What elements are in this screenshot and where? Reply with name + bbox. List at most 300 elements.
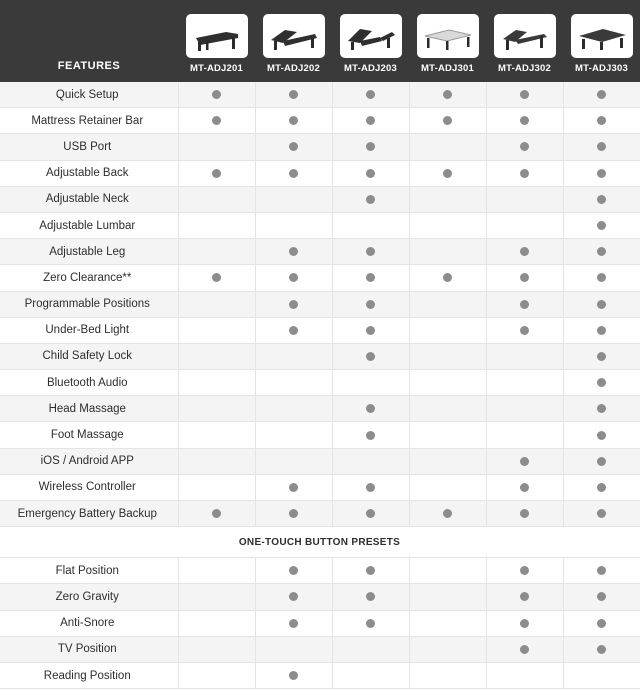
- feature-available-cell: [486, 584, 563, 610]
- feature-available-cell: [563, 291, 640, 317]
- feature-available-cell: [255, 291, 332, 317]
- product-name-4: MT-ADJ302: [497, 63, 551, 74]
- filled-dot-icon: [366, 483, 375, 492]
- table-row: [0, 662, 640, 688]
- bed-frame-flat-icon: [571, 14, 633, 58]
- filled-dot-icon: [366, 431, 375, 440]
- filled-dot-icon: [289, 566, 298, 575]
- feature-available-cell: [332, 343, 409, 369]
- filled-dot-icon: [366, 404, 375, 413]
- bed-frame-raised-icon: [494, 14, 556, 58]
- feature-unavailable-cell: [178, 317, 255, 343]
- feature-available-cell: [486, 501, 563, 527]
- empty-cell-icon: [443, 671, 452, 680]
- empty-cell-icon: [212, 431, 221, 440]
- feature-available-cell: [486, 636, 563, 662]
- feature-available-cell: [563, 370, 640, 396]
- empty-cell-icon: [212, 671, 221, 680]
- empty-cell-icon: [443, 404, 452, 413]
- filled-dot-icon: [289, 509, 298, 518]
- empty-cell-icon: [443, 142, 452, 151]
- filled-dot-icon: [443, 116, 452, 125]
- filled-dot-icon: [520, 90, 529, 99]
- feature-available-cell: [332, 422, 409, 448]
- feature-available-cell: [409, 501, 486, 527]
- section-title: ONE-TOUCH BUTTON PRESETS: [0, 527, 640, 558]
- feature-unavailable-cell: [409, 239, 486, 265]
- filled-dot-icon: [366, 619, 375, 628]
- features-column-header: FEATURES: [0, 0, 178, 82]
- feature-available-cell: [332, 501, 409, 527]
- feature-available-cell: [409, 160, 486, 186]
- empty-cell-icon: [212, 645, 221, 654]
- feature-label: Flat Position: [0, 558, 178, 584]
- feature-label: Wireless Controller: [0, 474, 178, 500]
- filled-dot-icon: [597, 90, 606, 99]
- filled-dot-icon: [597, 566, 606, 575]
- filled-dot-icon: [366, 509, 375, 518]
- feature-available-cell: [563, 186, 640, 212]
- feature-available-cell: [332, 265, 409, 291]
- feature-unavailable-cell: [178, 212, 255, 238]
- empty-cell-icon: [212, 619, 221, 628]
- table-row: [0, 610, 640, 636]
- table-row: [0, 584, 640, 610]
- product-column-header-1: [255, 0, 332, 82]
- empty-cell-icon: [520, 221, 529, 230]
- feature-unavailable-cell: [178, 448, 255, 474]
- feature-label: Adjustable Neck: [0, 186, 178, 212]
- filled-dot-icon: [597, 326, 606, 335]
- filled-dot-icon: [597, 169, 606, 178]
- filled-dot-icon: [366, 90, 375, 99]
- filled-dot-icon: [520, 116, 529, 125]
- table-row: [0, 422, 640, 448]
- feature-available-cell: [563, 239, 640, 265]
- feature-available-cell: [486, 291, 563, 317]
- table-row: [0, 474, 640, 500]
- feature-available-cell: [409, 108, 486, 134]
- feature-available-cell: [563, 265, 640, 291]
- feature-unavailable-cell: [409, 636, 486, 662]
- empty-cell-icon: [443, 619, 452, 628]
- feature-unavailable-cell: [409, 474, 486, 500]
- feature-available-cell: [332, 291, 409, 317]
- feature-available-cell: [563, 636, 640, 662]
- table-row: [0, 212, 640, 238]
- feature-available-cell: [255, 317, 332, 343]
- filled-dot-icon: [366, 352, 375, 361]
- empty-cell-icon: [212, 221, 221, 230]
- filled-dot-icon: [212, 116, 221, 125]
- empty-cell-icon: [443, 378, 452, 387]
- filled-dot-icon: [520, 326, 529, 335]
- feature-label: Zero Gravity: [0, 584, 178, 610]
- feature-available-cell: [486, 108, 563, 134]
- feature-available-cell: [178, 160, 255, 186]
- filled-dot-icon: [597, 509, 606, 518]
- empty-cell-icon: [289, 404, 298, 413]
- empty-cell-icon: [212, 457, 221, 466]
- filled-dot-icon: [520, 300, 529, 309]
- filled-dot-icon: [520, 483, 529, 492]
- feature-unavailable-cell: [409, 343, 486, 369]
- empty-cell-icon: [520, 404, 529, 413]
- filled-dot-icon: [443, 90, 452, 99]
- feature-unavailable-cell: [178, 239, 255, 265]
- feature-unavailable-cell: [178, 186, 255, 212]
- filled-dot-icon: [289, 273, 298, 282]
- empty-cell-icon: [520, 195, 529, 204]
- empty-cell-icon: [443, 483, 452, 492]
- empty-cell-icon: [366, 671, 375, 680]
- feature-unavailable-cell: [178, 584, 255, 610]
- filled-dot-icon: [212, 273, 221, 282]
- empty-cell-icon: [212, 142, 221, 151]
- feature-available-cell: [332, 82, 409, 108]
- table-row: [0, 317, 640, 343]
- feature-available-cell: [178, 82, 255, 108]
- feature-unavailable-cell: [178, 134, 255, 160]
- feature-unavailable-cell: [409, 396, 486, 422]
- feature-label: Anti-Snore: [0, 610, 178, 636]
- feature-available-cell: [486, 558, 563, 584]
- feature-available-cell: [255, 662, 332, 688]
- empty-cell-icon: [212, 326, 221, 335]
- filled-dot-icon: [597, 457, 606, 466]
- feature-available-cell: [563, 501, 640, 527]
- filled-dot-icon: [289, 300, 298, 309]
- filled-dot-icon: [366, 169, 375, 178]
- feature-unavailable-cell: [409, 291, 486, 317]
- feature-unavailable-cell: [178, 474, 255, 500]
- feature-available-cell: [255, 584, 332, 610]
- feature-available-cell: [332, 108, 409, 134]
- feature-unavailable-cell: [409, 662, 486, 688]
- feature-unavailable-cell: [178, 422, 255, 448]
- feature-unavailable-cell: [255, 636, 332, 662]
- empty-cell-icon: [289, 457, 298, 466]
- empty-cell-icon: [289, 221, 298, 230]
- filled-dot-icon: [366, 195, 375, 204]
- feature-unavailable-cell: [178, 636, 255, 662]
- feature-unavailable-cell: [255, 343, 332, 369]
- filled-dot-icon: [366, 566, 375, 575]
- filled-dot-icon: [289, 142, 298, 151]
- product-column-header-0: [178, 0, 255, 82]
- feature-unavailable-cell: [255, 422, 332, 448]
- empty-cell-icon: [212, 592, 221, 601]
- feature-unavailable-cell: [178, 343, 255, 369]
- filled-dot-icon: [289, 592, 298, 601]
- filled-dot-icon: [443, 169, 452, 178]
- feature-unavailable-cell: [332, 370, 409, 396]
- empty-cell-icon: [443, 645, 452, 654]
- bed-flat-icon: [186, 14, 248, 58]
- feature-available-cell: [332, 396, 409, 422]
- feature-available-cell: [486, 134, 563, 160]
- feature-label: Head Massage: [0, 396, 178, 422]
- product-name-1: MT-ADJ202: [266, 63, 320, 74]
- filled-dot-icon: [366, 592, 375, 601]
- empty-cell-icon: [212, 404, 221, 413]
- table-row: [0, 239, 640, 265]
- product-name-2: MT-ADJ203: [343, 63, 397, 74]
- empty-cell-icon: [366, 378, 375, 387]
- empty-cell-icon: [443, 247, 452, 256]
- feature-available-cell: [563, 343, 640, 369]
- feature-available-cell: [563, 558, 640, 584]
- product-name-3: MT-ADJ301: [420, 63, 474, 74]
- feature-available-cell: [486, 160, 563, 186]
- feature-label: Mattress Retainer Bar: [0, 108, 178, 134]
- feature-unavailable-cell: [409, 186, 486, 212]
- filled-dot-icon: [597, 645, 606, 654]
- empty-cell-icon: [520, 352, 529, 361]
- filled-dot-icon: [597, 273, 606, 282]
- feature-available-cell: [255, 610, 332, 636]
- filled-dot-icon: [597, 300, 606, 309]
- feature-unavailable-cell: [178, 610, 255, 636]
- empty-cell-icon: [443, 431, 452, 440]
- feature-label: Zero Clearance**: [0, 265, 178, 291]
- product-column-header-3: [409, 0, 486, 82]
- feature-unavailable-cell: [486, 186, 563, 212]
- feature-unavailable-cell: [178, 558, 255, 584]
- feature-label: USB Port: [0, 134, 178, 160]
- feature-label: Foot Massage: [0, 422, 178, 448]
- empty-cell-icon: [212, 483, 221, 492]
- empty-cell-icon: [289, 352, 298, 361]
- feature-available-cell: [563, 82, 640, 108]
- feature-available-cell: [332, 239, 409, 265]
- filled-dot-icon: [597, 195, 606, 204]
- empty-cell-icon: [443, 221, 452, 230]
- feature-available-cell: [563, 108, 640, 134]
- feature-label: Programmable Positions: [0, 291, 178, 317]
- feature-available-cell: [332, 610, 409, 636]
- empty-cell-icon: [443, 592, 452, 601]
- bed-platform-icon: [417, 14, 479, 58]
- section-header-row: [0, 527, 640, 558]
- feature-available-cell: [178, 265, 255, 291]
- empty-cell-icon: [443, 300, 452, 309]
- feature-available-cell: [409, 265, 486, 291]
- filled-dot-icon: [597, 142, 606, 151]
- feature-available-cell: [563, 610, 640, 636]
- feature-unavailable-cell: [332, 212, 409, 238]
- empty-cell-icon: [597, 671, 606, 680]
- empty-cell-icon: [443, 566, 452, 575]
- empty-cell-icon: [520, 378, 529, 387]
- filled-dot-icon: [597, 378, 606, 387]
- table-body: [0, 82, 640, 689]
- feature-label: Adjustable Leg: [0, 239, 178, 265]
- filled-dot-icon: [520, 169, 529, 178]
- table-row: [0, 82, 640, 108]
- filled-dot-icon: [597, 483, 606, 492]
- filled-dot-icon: [520, 247, 529, 256]
- feature-available-cell: [332, 317, 409, 343]
- feature-unavailable-cell: [486, 370, 563, 396]
- feature-available-cell: [486, 474, 563, 500]
- filled-dot-icon: [520, 457, 529, 466]
- empty-cell-icon: [366, 645, 375, 654]
- feature-available-cell: [486, 448, 563, 474]
- feature-unavailable-cell: [409, 610, 486, 636]
- feature-available-cell: [563, 396, 640, 422]
- table-row: [0, 108, 640, 134]
- empty-cell-icon: [289, 195, 298, 204]
- feature-available-cell: [563, 212, 640, 238]
- feature-unavailable-cell: [255, 370, 332, 396]
- feature-unavailable-cell: [178, 396, 255, 422]
- feature-available-cell: [255, 239, 332, 265]
- empty-cell-icon: [366, 221, 375, 230]
- filled-dot-icon: [366, 326, 375, 335]
- feature-label: Bluetooth Audio: [0, 370, 178, 396]
- filled-dot-icon: [289, 116, 298, 125]
- feature-unavailable-cell: [255, 448, 332, 474]
- feature-label: iOS / Android APP: [0, 448, 178, 474]
- feature-label: Under-Bed Light: [0, 317, 178, 343]
- feature-unavailable-cell: [486, 662, 563, 688]
- empty-cell-icon: [366, 457, 375, 466]
- filled-dot-icon: [597, 352, 606, 361]
- feature-available-cell: [255, 558, 332, 584]
- table-header: [0, 0, 640, 82]
- empty-cell-icon: [520, 671, 529, 680]
- feature-unavailable-cell: [409, 317, 486, 343]
- feature-available-cell: [486, 265, 563, 291]
- filled-dot-icon: [520, 142, 529, 151]
- filled-dot-icon: [289, 90, 298, 99]
- table-row: [0, 396, 640, 422]
- table-row: [0, 186, 640, 212]
- filled-dot-icon: [289, 483, 298, 492]
- feature-label: Emergency Battery Backup: [0, 501, 178, 527]
- product-column-header-4: [486, 0, 563, 82]
- table-row: [0, 343, 640, 369]
- feature-unavailable-cell: [486, 422, 563, 448]
- empty-cell-icon: [289, 378, 298, 387]
- feature-label: Adjustable Lumbar: [0, 212, 178, 238]
- feature-available-cell: [255, 82, 332, 108]
- feature-available-cell: [486, 239, 563, 265]
- feature-unavailable-cell: [486, 396, 563, 422]
- feature-unavailable-cell: [409, 370, 486, 396]
- table-row: [0, 291, 640, 317]
- feature-available-cell: [332, 160, 409, 186]
- feature-unavailable-cell: [255, 212, 332, 238]
- filled-dot-icon: [597, 592, 606, 601]
- table-row: [0, 370, 640, 396]
- bed-head-raised-icon: [263, 14, 325, 58]
- feature-unavailable-cell: [332, 636, 409, 662]
- feature-available-cell: [332, 134, 409, 160]
- feature-available-cell: [563, 584, 640, 610]
- empty-cell-icon: [212, 378, 221, 387]
- feature-available-cell: [563, 448, 640, 474]
- empty-cell-icon: [520, 431, 529, 440]
- product-name-5: MT-ADJ303: [574, 63, 628, 74]
- feature-unavailable-cell: [409, 558, 486, 584]
- product-name-0: MT-ADJ201: [189, 63, 243, 74]
- empty-cell-icon: [289, 431, 298, 440]
- feature-unavailable-cell: [486, 343, 563, 369]
- filled-dot-icon: [289, 326, 298, 335]
- filled-dot-icon: [366, 247, 375, 256]
- empty-cell-icon: [212, 300, 221, 309]
- filled-dot-icon: [289, 169, 298, 178]
- filled-dot-icon: [597, 116, 606, 125]
- filled-dot-icon: [289, 247, 298, 256]
- feature-available-cell: [255, 160, 332, 186]
- feature-available-cell: [563, 317, 640, 343]
- filled-dot-icon: [597, 431, 606, 440]
- empty-cell-icon: [289, 645, 298, 654]
- feature-available-cell: [563, 160, 640, 186]
- filled-dot-icon: [289, 671, 298, 680]
- filled-dot-icon: [597, 221, 606, 230]
- filled-dot-icon: [212, 509, 221, 518]
- empty-cell-icon: [443, 195, 452, 204]
- feature-unavailable-cell: [255, 396, 332, 422]
- feature-unavailable-cell: [178, 291, 255, 317]
- table-row: [0, 501, 640, 527]
- filled-dot-icon: [597, 247, 606, 256]
- feature-available-cell: [255, 501, 332, 527]
- filled-dot-icon: [520, 273, 529, 282]
- feature-unavailable-cell: [178, 662, 255, 688]
- filled-dot-icon: [212, 169, 221, 178]
- empty-cell-icon: [212, 352, 221, 361]
- filled-dot-icon: [597, 404, 606, 413]
- filled-dot-icon: [366, 300, 375, 309]
- filled-dot-icon: [520, 645, 529, 654]
- feature-unavailable-cell: [332, 448, 409, 474]
- bed-head-foot-raised-icon: [340, 14, 402, 58]
- feature-available-cell: [255, 134, 332, 160]
- product-column-header-5: [563, 0, 640, 82]
- feature-available-cell: [178, 501, 255, 527]
- feature-label: Quick Setup: [0, 82, 178, 108]
- feature-unavailable-cell: [409, 448, 486, 474]
- filled-dot-icon: [212, 90, 221, 99]
- table-row: [0, 265, 640, 291]
- empty-cell-icon: [443, 326, 452, 335]
- feature-unavailable-cell: [409, 584, 486, 610]
- empty-cell-icon: [443, 352, 452, 361]
- feature-available-cell: [563, 474, 640, 500]
- feature-available-cell: [255, 108, 332, 134]
- filled-dot-icon: [443, 509, 452, 518]
- feature-available-cell: [486, 317, 563, 343]
- filled-dot-icon: [366, 273, 375, 282]
- feature-available-cell: [332, 584, 409, 610]
- table-row: [0, 160, 640, 186]
- feature-unavailable-cell: [255, 186, 332, 212]
- filled-dot-icon: [443, 273, 452, 282]
- feature-unavailable-cell: [409, 422, 486, 448]
- feature-label: Adjustable Back: [0, 160, 178, 186]
- feature-unavailable-cell: [332, 662, 409, 688]
- filled-dot-icon: [520, 566, 529, 575]
- feature-available-cell: [486, 82, 563, 108]
- feature-unavailable-cell: [486, 212, 563, 238]
- filled-dot-icon: [520, 509, 529, 518]
- feature-available-cell: [255, 474, 332, 500]
